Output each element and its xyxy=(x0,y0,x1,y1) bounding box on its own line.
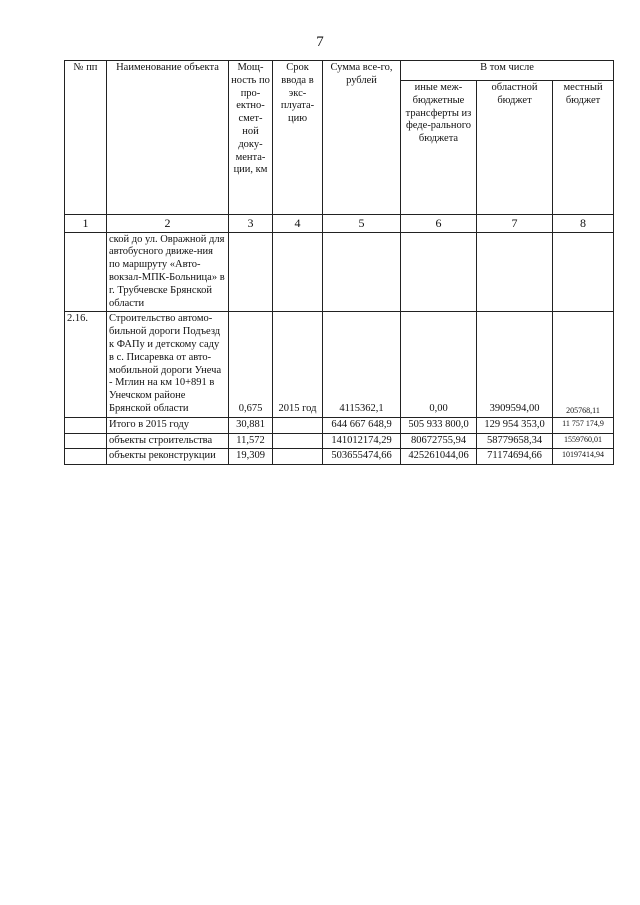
column-numbers-row xyxy=(65,215,614,233)
empty-cell xyxy=(65,417,107,433)
totals-label: объекты строительства xyxy=(107,433,229,449)
header-object-name: Наименование объекта xyxy=(107,61,229,215)
row-federal: 0,00 xyxy=(401,312,477,417)
totals-total: 503655474,66 xyxy=(323,449,401,465)
row-regional xyxy=(477,232,553,312)
totals-federal: 425261044,06 xyxy=(401,449,477,465)
column-number: 4 xyxy=(273,215,323,233)
totals-label: объекты реконструкции xyxy=(107,449,229,465)
row-local: 205768,11 xyxy=(553,312,614,417)
header-federal-transfers: иные меж-бюджетные трансферты из феде-рального бюджета xyxy=(401,81,477,215)
row-capacity xyxy=(229,232,273,312)
column-number: 3 xyxy=(229,215,273,233)
empty-cell xyxy=(65,449,107,465)
totals-regional: 71174694,66 xyxy=(477,449,553,465)
totals-federal: 80672755,94 xyxy=(401,433,477,449)
totals-local: 11 757 174,9 xyxy=(553,417,614,433)
page-number: 7 xyxy=(316,34,324,50)
header-regional-budget: областной бюджет xyxy=(477,81,553,215)
totals-regional: 129 954 353,0 xyxy=(477,417,553,433)
column-number: 6 xyxy=(401,215,477,233)
budget-table xyxy=(64,60,614,465)
totals-total: 141012174,29 xyxy=(323,433,401,449)
row-federal xyxy=(401,232,477,312)
header-capacity: Мощ-ность по про-ектно-смет-ной доку-мента-ции, км xyxy=(229,61,273,215)
header-total-sum: Сумма все-го, рублей xyxy=(323,61,401,215)
totals-row xyxy=(65,433,614,449)
table-row xyxy=(65,232,614,312)
header-local-budget: местный бюджет xyxy=(553,81,614,215)
totals-federal: 505 933 800,0 xyxy=(401,417,477,433)
row-term xyxy=(273,232,323,312)
row-regional: 3909594,00 xyxy=(477,312,553,417)
empty-cell xyxy=(273,417,323,433)
totals-capacity: 30,881 xyxy=(229,417,273,433)
totals-row xyxy=(65,417,614,433)
row-local xyxy=(553,232,614,312)
totals-regional: 58779658,34 xyxy=(477,433,553,449)
totals-label: Итого в 2015 году xyxy=(107,417,229,433)
column-number: 1 xyxy=(65,215,107,233)
row-object-name: ской до ул. Овражной для автобусного движе-ния по маршруту «Авто-вокзал-МПК-Больница» в г. Трубчевске Брянской области xyxy=(107,232,229,312)
totals-local: 1559760,01 xyxy=(553,433,614,449)
row-term: 2015 год xyxy=(273,312,323,417)
row-number: 2.16. xyxy=(65,312,107,417)
empty-cell xyxy=(65,433,107,449)
totals-capacity: 19,309 xyxy=(229,449,273,465)
row-total: 4115362,1 xyxy=(323,312,401,417)
totals-row xyxy=(65,449,614,465)
column-number: 5 xyxy=(323,215,401,233)
totals-capacity: 11,572 xyxy=(229,433,273,449)
empty-cell xyxy=(273,449,323,465)
row-number xyxy=(65,232,107,312)
column-number: 2 xyxy=(107,215,229,233)
table-row xyxy=(65,312,614,417)
empty-cell xyxy=(273,433,323,449)
row-total xyxy=(323,232,401,312)
header-commissioning-term: Срок ввода в экс-плуата-цию xyxy=(273,61,323,215)
header-row-1 xyxy=(65,61,614,81)
row-object-name: Строительство автомо-бильной дороги Подъезд к ФАПу и детскому саду в с. Писаревка от авто-мобильной дороги Унеча - Мглин на км 10+891 в Унечском районе Брянской области xyxy=(107,312,229,417)
header-including-group: В том числе xyxy=(401,61,614,81)
header-number: № пп xyxy=(65,61,107,215)
totals-local: 10197414,94 xyxy=(553,449,614,465)
totals-total: 644 667 648,9 xyxy=(323,417,401,433)
row-capacity: 0,675 xyxy=(229,312,273,417)
column-number: 8 xyxy=(553,215,614,233)
column-number: 7 xyxy=(477,215,553,233)
